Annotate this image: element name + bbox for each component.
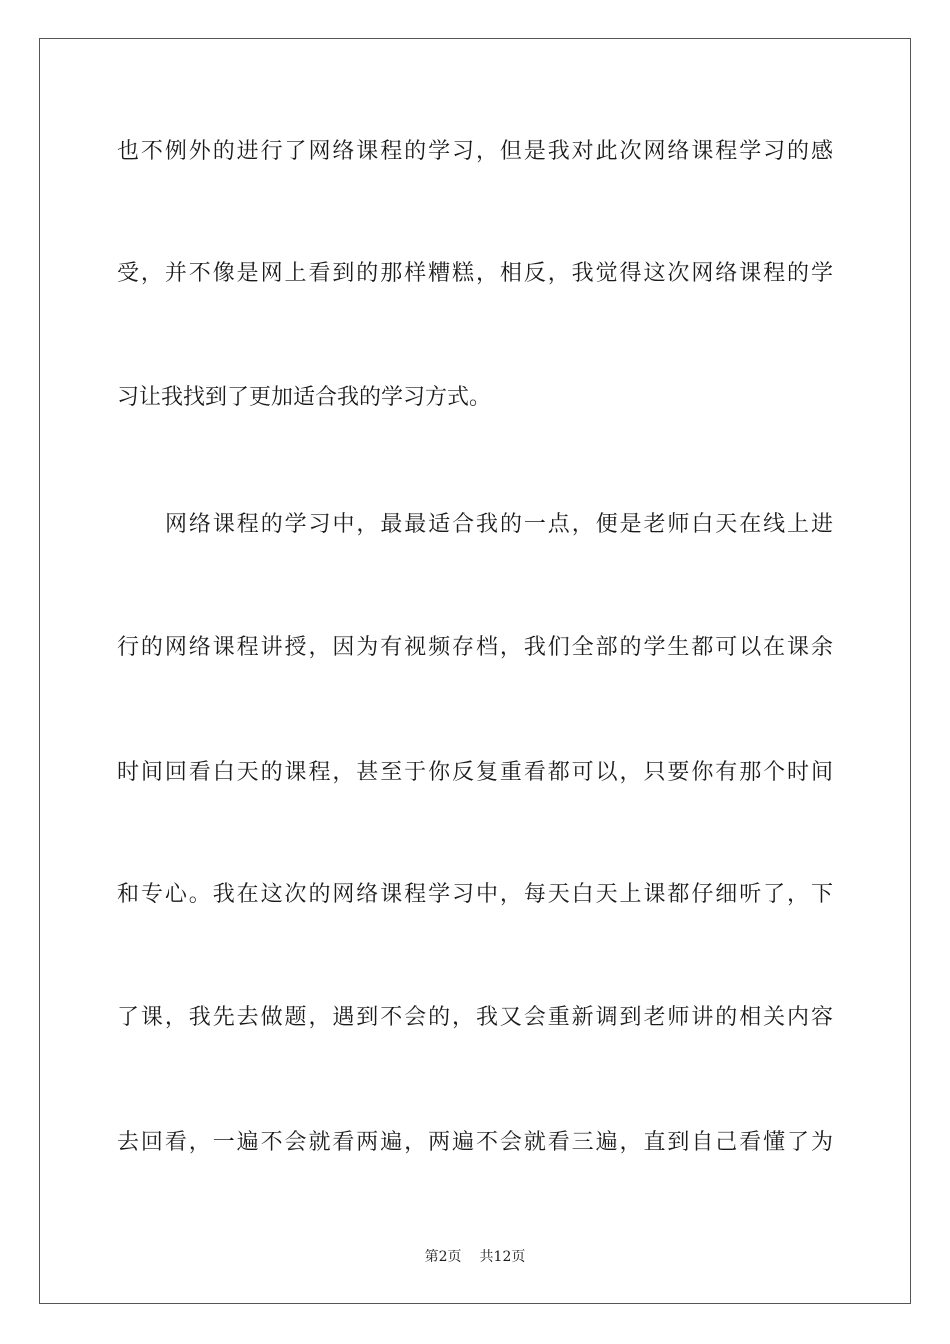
text-line: 习让我找到了更加适合我的学习方式。 (117, 385, 492, 410)
text-line: 去回看，一遍不会就看两遍，两遍不会就看三遍，直到自己看懂了为 (117, 1130, 833, 1155)
text-line: 时间回看白天的课程，甚至于你反复重看都可以，只要你有那个时间 (117, 760, 833, 785)
page-border (39, 38, 911, 1304)
total-pages: 共12页 (479, 1249, 526, 1265)
page-number: 第2页 (424, 1249, 462, 1265)
text-line: 和专心。我在这次的网络课程学习中，每天白天上课都仔细听了，下 (117, 882, 833, 907)
text-line: 了课，我先去做题，遇到不会的，我又会重新调到老师讲的相关内容 (117, 1005, 833, 1030)
text-line-paragraph-start: 网络课程的学习中，最最适合我的一点，便是老师白天在线上进 (165, 512, 833, 537)
text-line: 也不例外的进行了网络课程的学习，但是我对此次网络课程学习的感 (117, 139, 833, 164)
page-footer (0, 1248, 950, 1266)
text-line: 受，并不像是网上看到的那样糟糕，相反，我觉得这次网络课程的学 (117, 261, 833, 286)
text-line: 行的网络课程讲授，因为有视频存档，我们全部的学生都可以在课余 (117, 635, 833, 660)
